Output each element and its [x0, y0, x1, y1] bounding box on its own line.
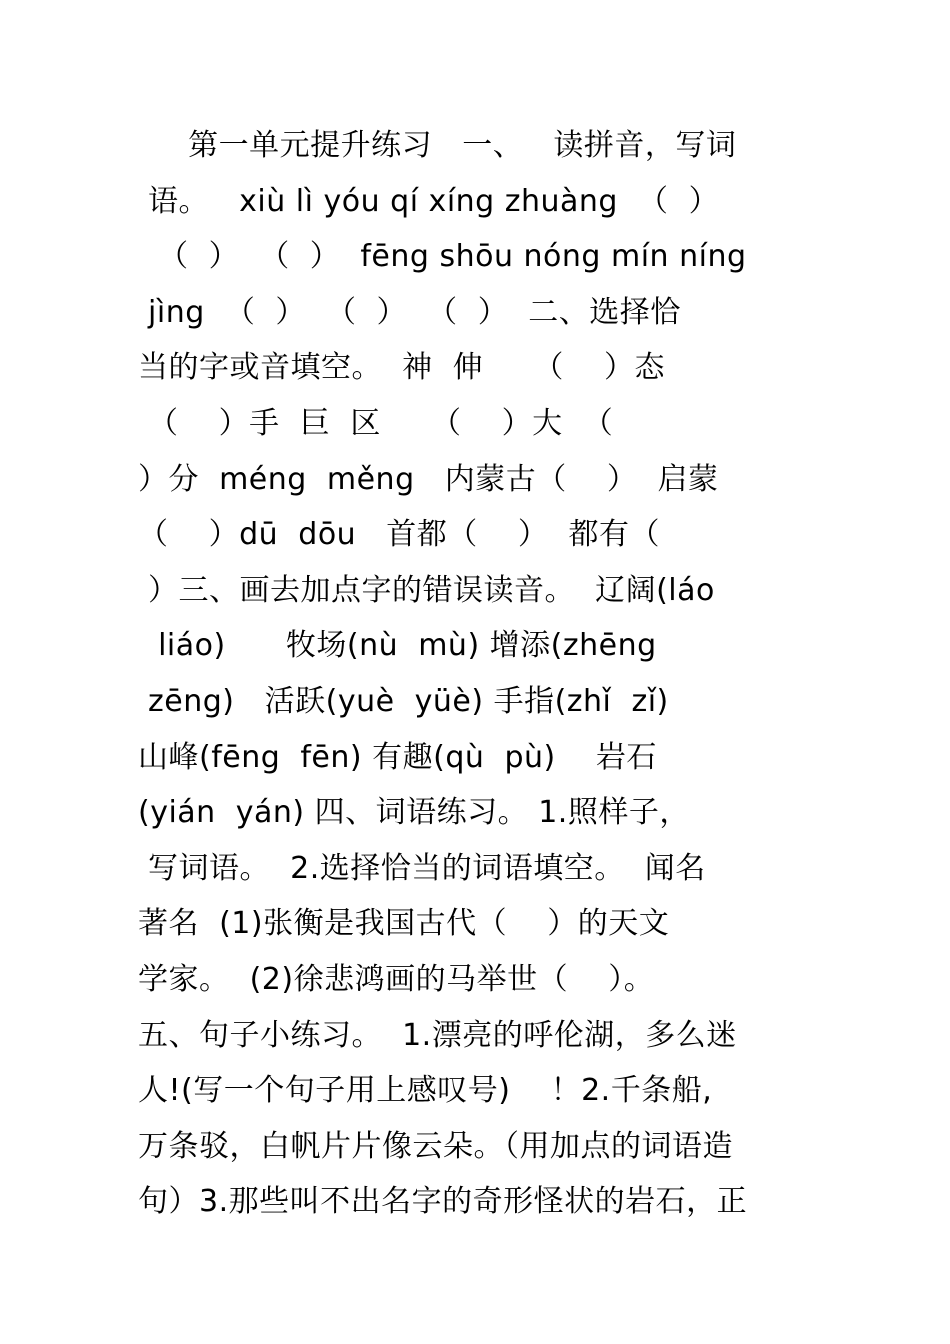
text-line-16: 学家。 (2)徐悲鸿画的马举世（ ）。: [138, 961, 655, 997]
text-line-10: liáo) 牧场(nù mù) 增添(zhēng: [138, 628, 657, 664]
text-line-12: 山峰(fēng fēn) 有趣(qù pù) 岩石: [138, 739, 657, 775]
text-line-6: （ ）手 巨 区 （ ）大 （: [138, 405, 614, 441]
text-line-3: （ ） （ ） fēng shōu nóng mín níng: [138, 239, 747, 275]
text-line-17: 五、句子小练习。 1.漂亮的呼伦湖，多么迷: [138, 1017, 737, 1053]
text-line-13: (yián yán) 四、词语练习。 1.照样子，: [138, 795, 690, 831]
exercise-text-body: [138, 118, 818, 1230]
text-line-5: 当的字或音填空。 神 伸 （ ）态: [138, 350, 665, 386]
text-line-7: ）分 méng měng 内蒙古（ ） 启蒙: [138, 461, 719, 497]
text-line-8: （ ）dū dōu 首都（ ） 都有（: [138, 517, 661, 553]
text-line-1: 第一单元提升练习 一、 读拼音，写词: [138, 128, 737, 163]
text-line-19: 万条驳，白帆片片像云朵。（用加点的词语造: [138, 1128, 733, 1164]
text-line-2: 语。 xiù lì yóu qí xíng zhuàng （ ）: [138, 183, 720, 219]
text-line-9: ）三、画去加点字的错误读音。 辽阔(láo: [138, 572, 715, 608]
text-line-14: 写词语。 2.选择恰当的词语填空。 闻名: [138, 850, 706, 886]
text-line-18: 人!(写一个句子用上感叹号) ！2.千条船,: [138, 1073, 713, 1109]
text-line-4: jìng （ ） （ ） （ ） 二、选择恰: [138, 294, 681, 330]
text-line-20: 句）3.那些叫不出名字的奇形怪状的岩石，正: [138, 1184, 748, 1220]
text-line-11: zēng) 活跃(yuè yüè) 手指(zhǐ zǐ): [138, 683, 669, 719]
text-line-15: 著名 (1)张衡是我国古代（ ）的天文: [138, 906, 670, 942]
